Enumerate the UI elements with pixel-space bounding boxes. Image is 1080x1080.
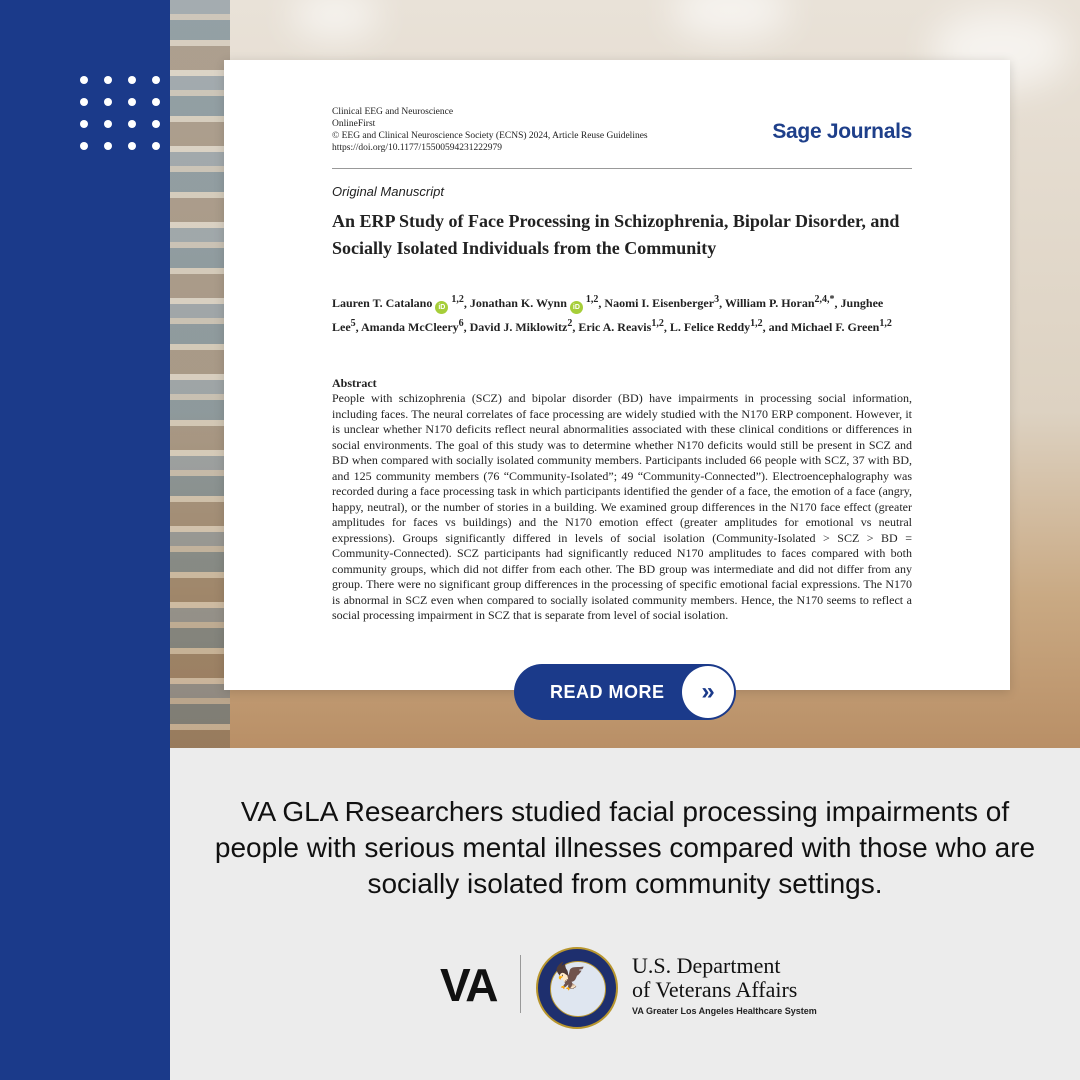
author-name: Lauren T. Catalano xyxy=(332,296,433,310)
journal-edition: OnlineFirst xyxy=(332,119,376,129)
author-name: Michael F. Green xyxy=(791,320,880,334)
healthcare-system-name: VA Greater Los Angeles Healthcare System xyxy=(632,1006,817,1016)
author-affiliation: 5 xyxy=(350,318,356,329)
author-affiliation: 2,4,* xyxy=(814,294,835,305)
read-more-label: READ MORE xyxy=(550,682,665,702)
author-name: Naomi I. Eisenberger xyxy=(604,296,715,310)
department-line-1: U.S. Department xyxy=(632,953,781,978)
department-name xyxy=(632,954,797,1002)
author-affiliation: 1,2 xyxy=(750,318,763,329)
article-type: Original Manuscript xyxy=(332,184,444,199)
journal-copyright: © EEG and Clinical Neuroscience Society (ECNS) 2024, Article Reuse Guidelines xyxy=(332,131,648,141)
author-affiliation: 1,2 xyxy=(879,318,892,329)
bookshelf-blur xyxy=(170,0,230,748)
department-line-2: of Veterans Affairs xyxy=(632,977,798,1002)
author-affiliation: 1,2 xyxy=(651,318,664,329)
article-title: An ERP Study of Face Processing in Schizophrenia, Bipolar Disorder, and Socially Isolated Individuals from the Community xyxy=(332,211,900,258)
author-affiliation: 2 xyxy=(567,318,573,329)
author-affiliation: 6 xyxy=(458,318,464,329)
author-name: Eric A. Reavis xyxy=(578,320,652,334)
journal-meta xyxy=(332,106,648,154)
article-preview[interactable] xyxy=(224,60,1010,690)
journal-name: Clinical EEG and Neuroscience xyxy=(332,107,454,117)
orcid-icon[interactable]: iD xyxy=(570,301,583,314)
orcid-icon[interactable]: iD xyxy=(435,301,448,314)
publisher-logo: Sage Journals xyxy=(772,120,912,143)
author-affiliation: 3 xyxy=(714,294,720,305)
left-blue-bar xyxy=(0,0,170,1080)
header-rule xyxy=(332,168,912,169)
author-affiliation: 1,2 xyxy=(585,294,599,305)
author-list: Lauren T. Catalano iD $^{1,2}$, Jonathan K. Wynn iD $^{1,2}$, Naomi I. Eisenberger$^3$, William P. Horan$^{2,4,*}$, Junghee Lee$^5$, Amanda McCleery$^6$, David J. Miklowitz$^2$, Eric A. Reavis$^{1,2}$, L. Felice Reddy$^{1,2}$, and Michael F. Green$^{1,2}$ xyxy=(332,294,892,334)
abstract-heading: Abstract xyxy=(332,376,377,390)
author-name: David J. Miklowitz xyxy=(469,320,568,334)
author-name: L. Felice Reddy xyxy=(669,320,751,334)
post-caption: VA GLA Researchers studied facial processing impairments of people with serious mental illnesses compared with those who are socially isolated from community settings. xyxy=(214,796,1036,899)
read-more-button[interactable] xyxy=(514,664,736,720)
author-name: Junghee Lee xyxy=(332,296,884,334)
author-name: Jonathan K. Wynn xyxy=(469,296,567,310)
author-name: William P. Horan xyxy=(724,296,815,310)
double-chevron-right-icon: » xyxy=(682,666,734,718)
va-seal-icon: 🦅 xyxy=(536,947,618,1029)
journal-doi: https://doi.org/10.1177/15500594231222979 xyxy=(332,143,502,153)
decorative-dot-grid xyxy=(80,76,162,150)
author-affiliation: 1,2 xyxy=(451,294,464,305)
author-name: Amanda McCleery xyxy=(361,320,459,334)
abstract-text: People with schizophrenia (SCZ) and bipolar disorder (BD) have impairments in processing social information, including faces. The neural correlates of face processing are widely studied with the N170 ERP component. However, it is unclear whether N170 deficits reflect neural abnormalities associated with these clinical conditions or differences in social environments. The goal of this study was to determine whether N170 deficits would still be present in SCZ and BD when compared with socially isolated community members. Participants included 66 people with SCZ, 37 with BD, and 125 community members (76 “Community-Isolated”; 49 “Community-Connected”). Electroencephalography was recorded during a face processing task in which participants identified the gender of a face, the emotion of a face (angry, happy, neutral), or the number of stories in a building. We examined group differences in the N170 face effect (greater amplitudes for faces vs buildings) and the N170 emotion effect (greater amplitudes for emotional vs neutral expressions). Groups significantly differed in levels of social isolation (Community-Isolated > SCZ > BD = Community-Connected). SCZ participants had significantly reduced N170 amplitudes to faces compared with both community groups, which did not differ from each other. The BD group was intermediate and did not differ from any group. There were no significant group differences in the processing of specific emotional facial expressions. The N170 is abnormal in SCZ even when compared to socially isolated community members. Hence, the N170 seems to reflect a social processing impairment in SCZ that is separate from level of social isolation. xyxy=(332,391,912,622)
va-logo: VA xyxy=(440,959,497,1011)
logo-divider xyxy=(520,955,521,1013)
